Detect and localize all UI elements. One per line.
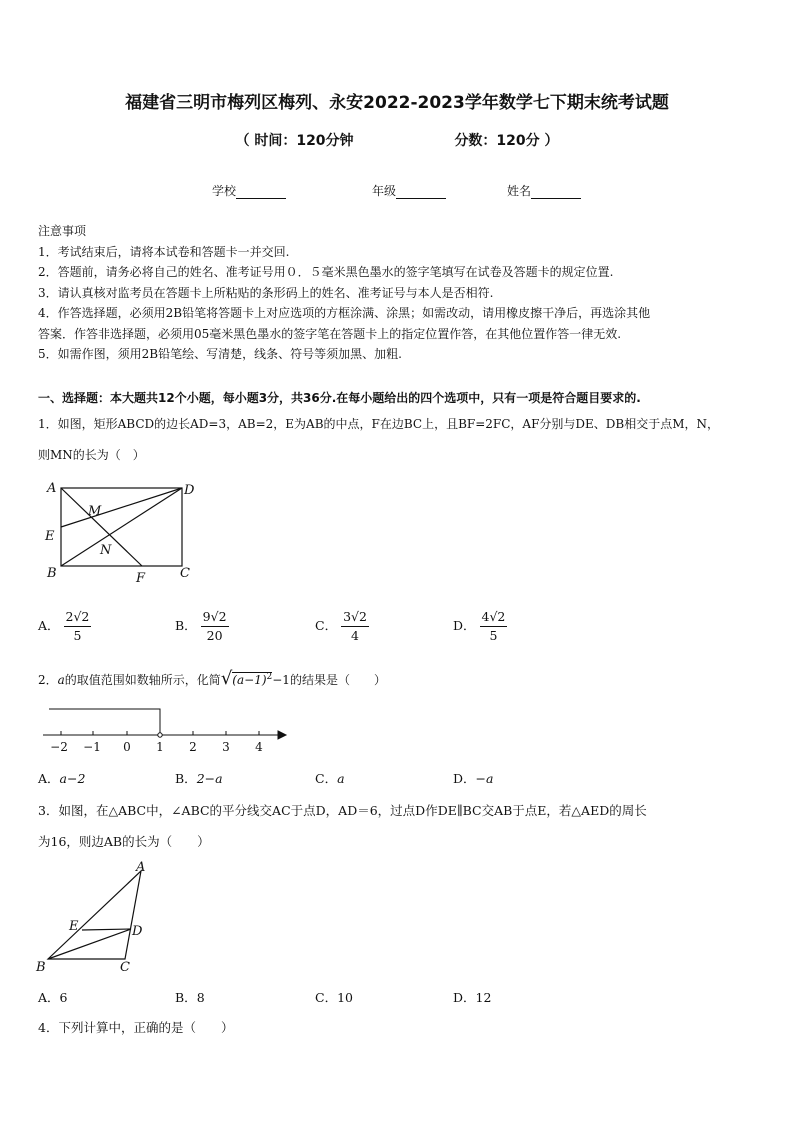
q2-text: 2．a的取值范围如数轴所示，化简$√(a-1)^2-1$的结果是（ ）: [38, 668, 386, 689]
q2-option-c: C．a: [315, 771, 345, 786]
range-bracket: [49, 709, 160, 735]
school-label: 学校: [212, 184, 237, 198]
notice-item: 1．考试结束后，请将本试卷和答题卡一并交回.: [38, 244, 290, 259]
label-d: D: [132, 924, 143, 939]
notice-item: 5．如需作图，须用2B铅笔绘、写清楚，线条、符号等须加黑、加粗.: [38, 347, 402, 361]
label-b: B: [36, 960, 46, 975]
label-b: B: [47, 566, 57, 581]
q3-option-a: A．6: [38, 990, 68, 1005]
section-heading: 一、选择题：本大题共12个小题，每小题3分，共36分.在每小题给出的四个选项中，只有一项是符合题目要求的.: [38, 391, 641, 405]
axis-arrow: [278, 731, 286, 739]
triangle-abc: [48, 871, 141, 959]
exam-time: （ 时间：120分钟: [235, 133, 354, 149]
exam-subtitle: [0, 130, 794, 150]
q2-option-d: D．−a: [453, 771, 494, 786]
q3-triangle-figure: [30, 855, 160, 980]
segment-ed: [61, 488, 182, 527]
q3-text-line2: 为16，则边AB的长为（ ）: [38, 834, 210, 849]
sqrt-symbol: √: [220, 668, 233, 689]
segment-bd: [48, 929, 131, 959]
tick-label: 0: [123, 740, 131, 754]
q1-option-b: B． $\frac{9√2}{20}$: [175, 609, 227, 643]
q3-text-line1: 3．如图，在△ABC中，∠ABC的平分线交AC于点D，AD＝6，过点D作DE∥BC交AB于点E，若△AED的周长: [38, 803, 647, 818]
grade-blank: [396, 186, 446, 199]
q3-option-b: B．8: [175, 990, 205, 1005]
label-c: C: [120, 960, 130, 975]
q1-text-line1: 1．如图，矩形ABCD的边长AD=3，AB=2，E为AB的中点，F在边BC上，且BF=2FC，AF分别与DE、DB相交于点M，N，: [38, 417, 720, 431]
label-m: M: [88, 504, 102, 519]
notice-heading: 注意事项: [38, 224, 87, 238]
sqrt-radicand: $(a-1)^2$: [232, 672, 273, 687]
label-c: C: [180, 566, 190, 581]
q2-variable: a: [57, 673, 65, 687]
q1-option-a: A． $\frac{2√2}{5}$: [38, 609, 90, 643]
label-a: A: [47, 481, 57, 496]
exam-score: 分数：120分 ）: [454, 133, 559, 149]
grade-label: 年级: [372, 184, 397, 198]
q3-option-c: C．10: [315, 990, 353, 1005]
q2-option-a: A．a−2: [38, 771, 86, 786]
tick-label: 1: [156, 740, 164, 754]
grade-field: [372, 182, 446, 199]
tick-label: 3: [222, 740, 230, 754]
label-n: N: [100, 543, 112, 558]
label-e: E: [45, 529, 55, 544]
q2-number-line: [38, 700, 298, 760]
school-field: [212, 182, 286, 199]
q1-rectangle-figure: [40, 478, 200, 588]
endpoint-open-circle: [158, 733, 162, 737]
label-f: F: [136, 571, 146, 586]
notice-item: 答案．作答非选择题，必须用05毫米黑色墨水的签字笔在答题卡上的指定位置作答，在其他位置作答一律无效.: [38, 326, 622, 341]
notice-item: 2．答题前，请务必将自己的姓名、准考证号用０．５毫米黑色墨水的签字笔填写在试卷及答题卡的规定位置.: [38, 265, 614, 279]
tick-label: 4: [255, 740, 263, 754]
q1-text-line2: 则MN的长为（ ）: [38, 448, 145, 462]
q1-option-c: C． $\frac{3√2}{4}$: [315, 609, 367, 643]
q3-option-d: D．12: [453, 990, 492, 1005]
tick-label: 2: [189, 740, 197, 754]
notice-block: [38, 221, 762, 365]
q4-text-line1: 4．下列计算中，正确的是（ ）: [38, 1020, 234, 1035]
label-d: D: [184, 483, 195, 498]
tick-label: −2: [50, 740, 68, 754]
tick-label: −1: [83, 740, 101, 754]
notice-item: 4．作答选择题，必须用2B铅笔将答题卡上对应选项的方框涂满、涂黑；如需改动，请用橡皮擦干净后，再选涂其他: [38, 306, 651, 320]
notice-item: 3．请认真核对监考员在答题卡上所粘贴的条形码上的姓名、准考证号与本人是否相符.: [38, 285, 494, 300]
name-label: 姓名: [507, 184, 532, 198]
q1-option-d: D． $\frac{4√2}{5}$: [453, 609, 506, 643]
name-blank: [531, 186, 581, 199]
segment-ed: [82, 929, 131, 930]
name-field: [507, 182, 581, 199]
page-title: 福建省三明市梅列区梅列、永安2022-2023学年数学七下期末统考试题: [125, 93, 669, 113]
q2-option-b: B．2−a: [175, 771, 223, 786]
label-a: A: [136, 860, 146, 875]
school-blank: [236, 186, 286, 199]
segment-bd: [61, 488, 182, 566]
label-e: E: [69, 919, 79, 934]
